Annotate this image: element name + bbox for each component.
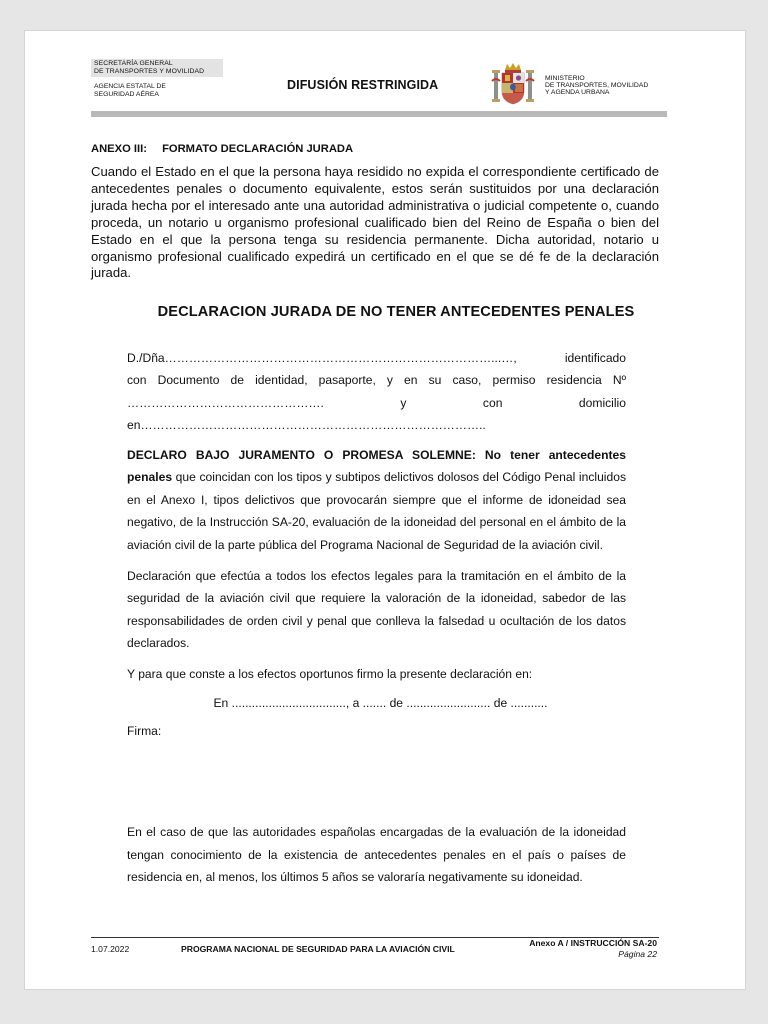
secretaria-line1: SECRETARÍA GENERAL (94, 60, 173, 67)
place-date-line: En .................................., a ....... de ......................... de ........... (213, 695, 548, 710)
declaration-lead: DECLARO BAJO JURAMENTO O PROMESA SOLEMNE: No tener antecedentes penales (127, 447, 626, 485)
page-number: Página 22 (618, 949, 657, 959)
y-label: y (400, 395, 407, 410)
agencia-line1: AGENCIA ESTATAL DE (94, 83, 166, 90)
agencia-line2: SEGURIDAD AÉREA (94, 91, 159, 98)
ministerio-line1: MINISTERIO (545, 75, 585, 82)
form-line-name (127, 347, 626, 369)
annex-heading (91, 143, 353, 155)
document-number-blank: …………………………………………. (127, 395, 324, 410)
document-label: con Documento de identidad, pasaporte, y en su caso, permiso residencia Nº (127, 373, 626, 388)
form-line-number (127, 392, 626, 414)
footer-annex-ref: Anexo A / INSTRUCCIÓN SA-20 (529, 938, 657, 948)
intro-paragraph: Cuando el Estado en el que la persona haya residido no expida el correspondiente certificado de antecedentes penales o documento equivalente, estos serán sustituidos por una declaración jurada hecha por el interesado ante una autoridad administrativa o judicial competente o, cuando proceda, un notario u organismo profesional cualificado bien del Reino de España o bien del Estado en el que la persona tenga su residencia permanente. Dicha autoridad, notario u organismo profesional cualificado expedirá un certificado en el que se dé fe de la declaración jurada. (91, 164, 659, 281)
agencia-label (91, 83, 223, 99)
signature-intro: Y para que conste a los efectos oportunos firmo la presente declaración en: (127, 666, 533, 681)
header-divider (91, 111, 667, 117)
footer-date: 1.07.2022 (91, 944, 130, 954)
footer-program: PROGRAMA NACIONAL DE SEGURIDAD PARA LA AVIACIÓN CIVIL (181, 944, 455, 954)
assessment-note: En el caso de que las autoridades españolas encargadas de la evaluación de la idoneidad tengan conocimiento de la existencia de antecedentes penales en el país o países de residencia en, al menos, los últimos 5 años se valoraría negativamente su idoneidad. (127, 825, 626, 885)
header-agency-block (91, 59, 223, 99)
secretaria-label (91, 59, 223, 77)
signature-label: Firma: (127, 723, 162, 738)
declaration-paragraph (127, 444, 626, 557)
ministerio-line3: Y AGENDA URBANA (545, 89, 610, 97)
annex-title: FORMATO DECLARACIÓN JURADA (162, 143, 354, 155)
address-blank: en………………………………………………………………………….. (127, 418, 486, 433)
form-line-address (127, 414, 626, 436)
name-field-blank: D./Dña………………………………………………………………………...…, (127, 351, 517, 365)
footer-reference (529, 938, 657, 960)
coat-of-arms-icon (491, 61, 535, 107)
legal-effects-paragraph: Declaración que efectúa a todos los efectos legales para la tramitación en el ámbito de la seguridad de la aviación civil que requiere la valoración de la idoneidad, sabedor de las responsabilidades de orden civil y penal que conlleva la falsedad u ocultación de los datos declarados. (127, 568, 626, 651)
con-label: con (482, 395, 503, 410)
ministerio-label (545, 75, 648, 97)
annex-label: ANEXO III: (91, 143, 147, 155)
domicilio-label: domicilio (578, 395, 626, 410)
document-page (24, 30, 746, 990)
form-line-document (127, 369, 626, 391)
secretaria-line2: DE TRANSPORTES Y MOVILIDAD (94, 68, 205, 75)
declaration-text: que coincidan con los tipos y subtipos delictivos dolosos del Código Penal incluidos en el Anexo I, tipos delictivos que provocarán siempre que el informe de idoneidad sea negativo, de la Instrucción SA-20, evaluación de la idoneidad del personal en el ámbito de la aviación civil de la parte pública del Programa Nacional de Seguridad de la aviación civil. (127, 470, 626, 552)
identificado-label: identificado (564, 351, 626, 365)
ministerio-line2: DE TRANSPORTES, MOVILIDAD (545, 82, 649, 90)
declaration-body (127, 347, 626, 742)
declaration-title: DECLARACION JURADA DE NO TENER ANTECEDENTES PENALES (157, 304, 635, 320)
classification-label: DIFUSIÓN RESTRINGIDA (287, 78, 439, 92)
